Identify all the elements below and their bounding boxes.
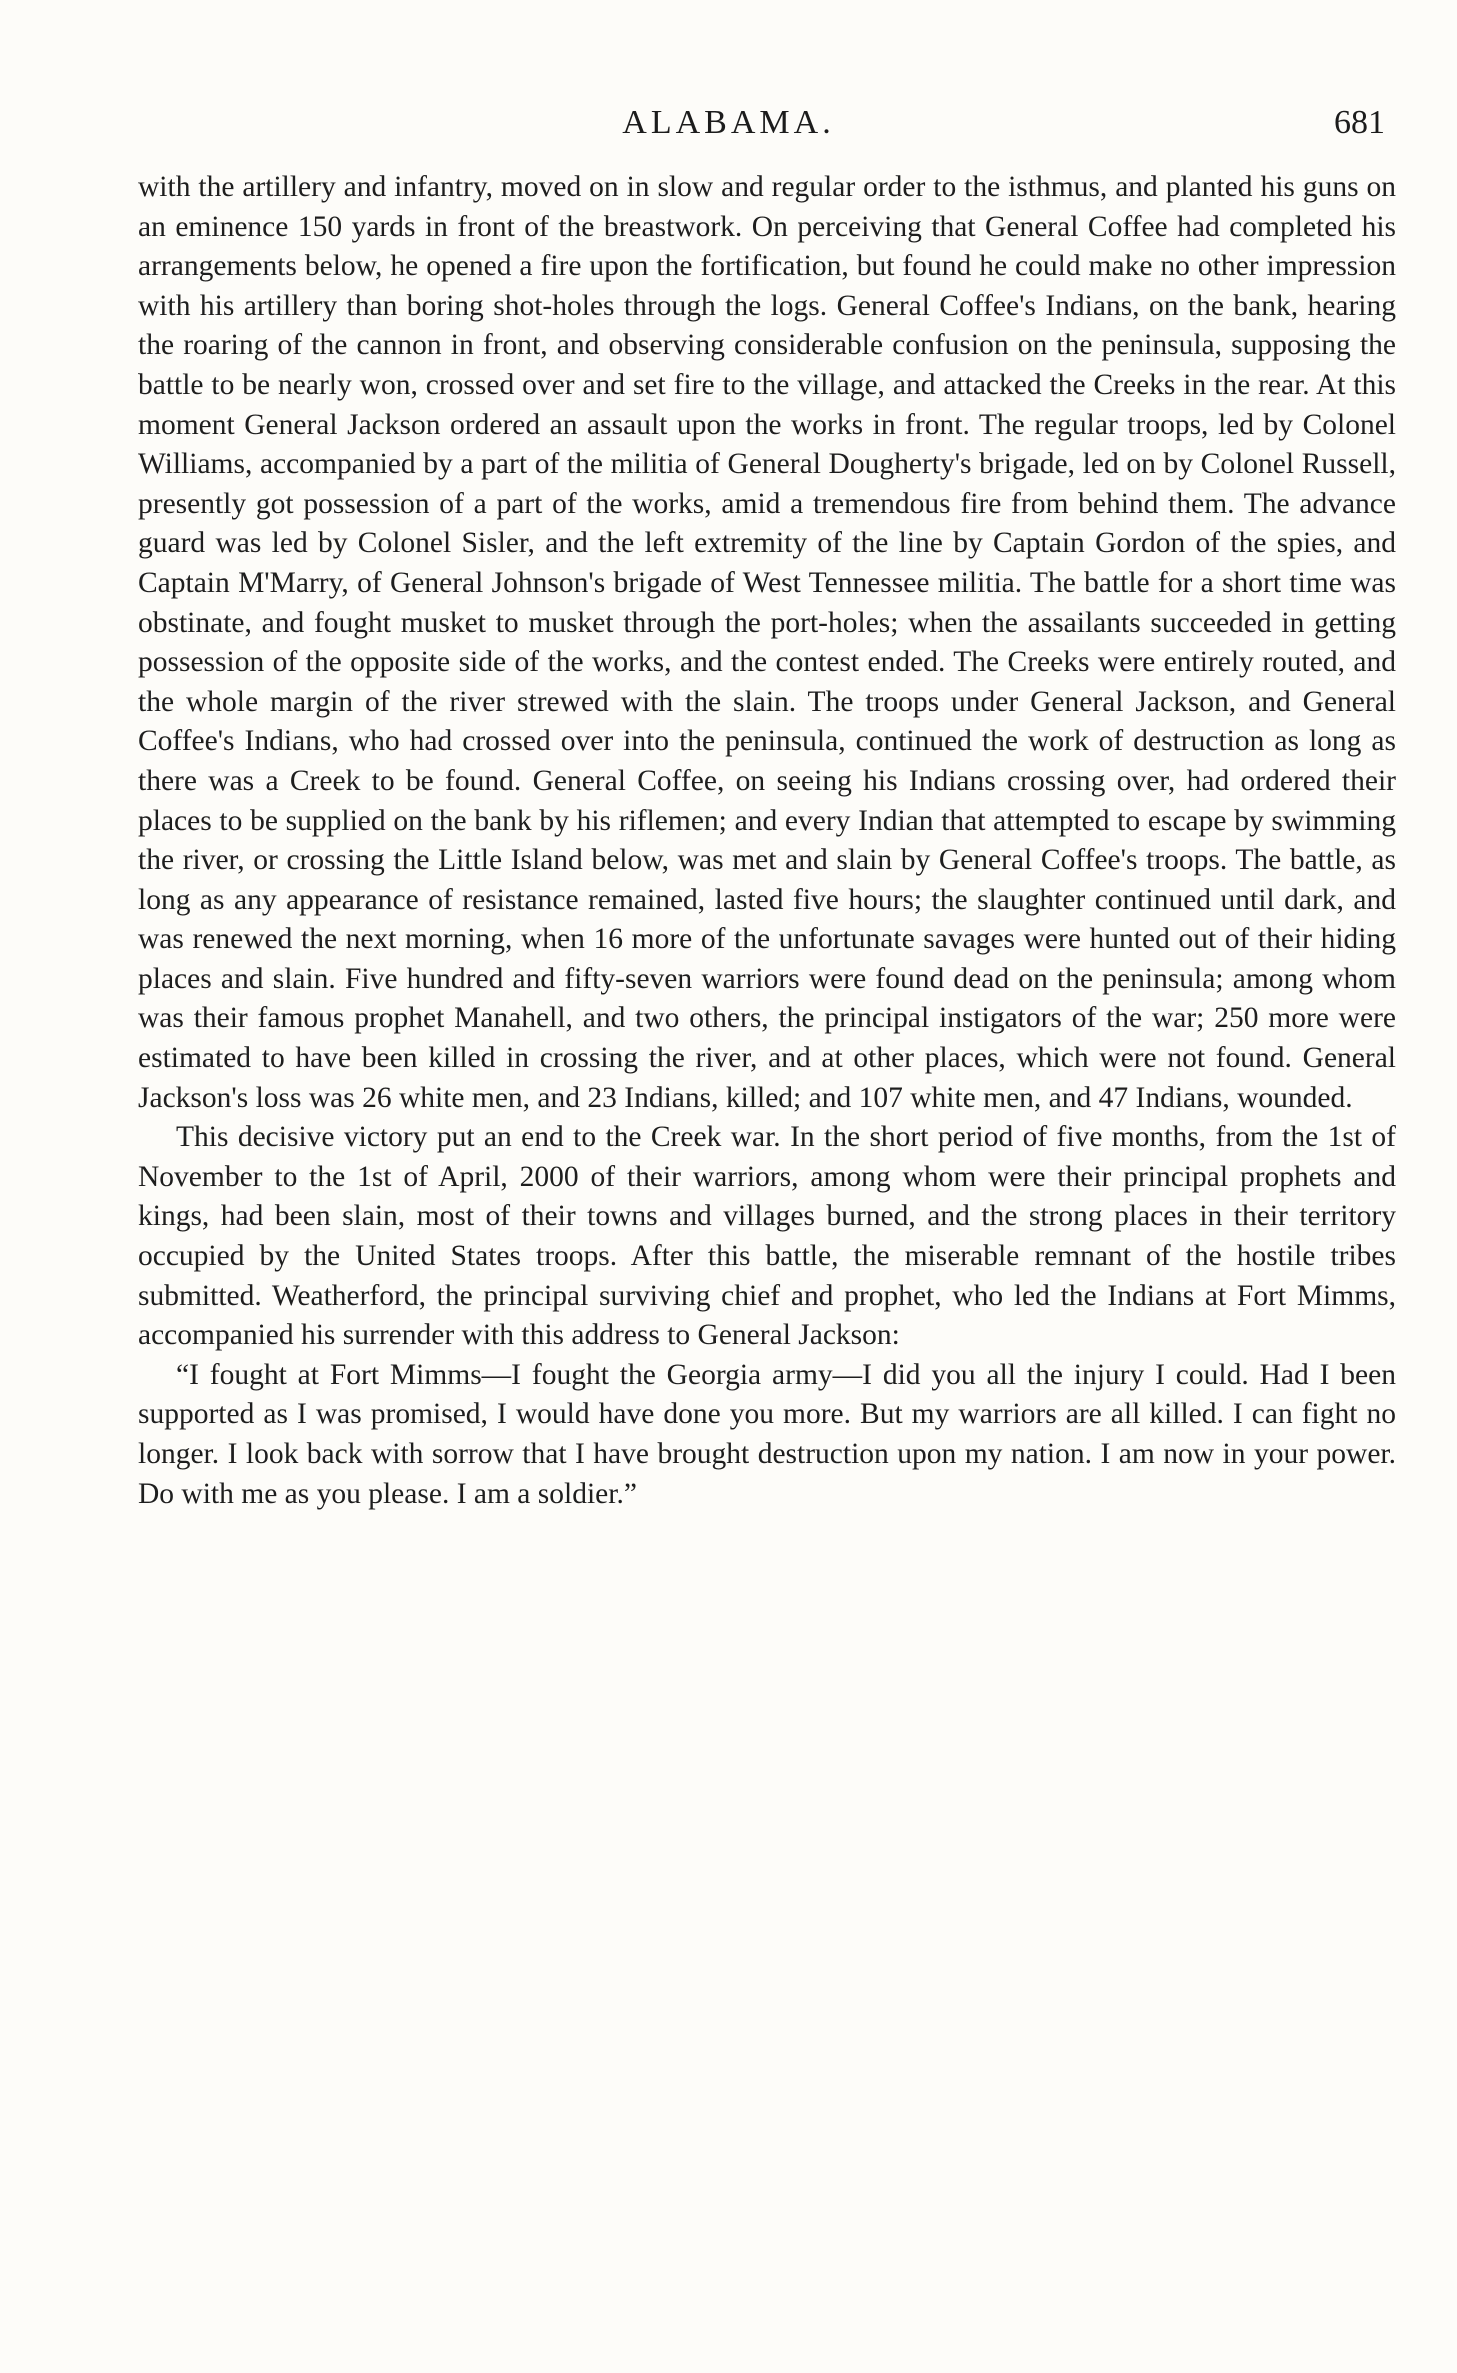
- body-text: [138, 168, 1396, 1514]
- paragraph-victory: This decisive victory put an end to the Creek war. In the short period of five months, from the 1st of November to the 1st of April, 2000 of their warriors, among whom were their principal prophets and kings, had been slain, most of their towns and villages burned, and the strong places in their territory occupied by the United States troops. After this battle, the miserable remnant of the hostile tribes submitted. Weatherford, the principal surviving chief and prophet, who led the Indians at Fort Mimms, accompanied his surrender with this address to General Jackson:: [138, 1121, 1396, 1352]
- paragraph-address: “I fought at Fort Mimms—I fought the Georgia army—I did you all the injury I could. Had I been supported as I was promised, I would have done you more. But my warriors are all killed. I can fight no longer. I look back with sorrow that I have brought destruction upon my nation. I am now in your power. Do with me as you please. I am a soldier.”: [138, 1358, 1396, 1510]
- running-title: ALABAMA.: [622, 104, 835, 141]
- page-number: 681: [1334, 104, 1385, 141]
- paragraph-battle: with the artillery and infantry, moved on in slow and regular order to the isthmus, and planted his guns on an eminence 150 yards in front of the breastwork. On perceiving that General Coffee had completed his arrangements below, he opened a fire upon the fortification, but found he could make no other impression with his artillery than boring shot-holes through the logs. General Coffee's Indians, on the bank, hearing the roaring of the cannon in front, and observing considerable confusion on the peninsula, supposing the battle to be nearly won, crossed over and set fire to the village, and attacked the Creeks in the rear. At this moment General Jackson ordered an assault upon the works in front. The regular troops, led by Colonel Williams, accompanied by a part of the militia of General Dougherty's brigade, led on by Colonel Russell, presently got possession of a part of the works, amid a tremendous fire from behind them. The advance guard was led by Colonel Sisler, and the left extremity of the line by Captain Gordon of the spies, and Captain M'Marry, of General Johnson's brigade of West Tennessee militia. The battle for a short time was obstinate, and fought musket to musket through the port-holes; when the assailants succeeded in getting possession of the opposite side of the works, and the contest ended. The Creeks were entirely routed, and the whole margin of the river strewed with the slain. The troops under General Jackson, and General Coffee's Indians, who had crossed over into the peninsula, continued the work of destruction as long as there was a Creek to be found. General Coffee, on seeing his Indians crossing over, had ordered their places to be supplied on the bank by his riflemen; and every Indian that attempted to escape by swimming the river, or crossing the Little Island below, was met and slain by General Coffee's troops. The battle, as long as any appearance of resistance remained, lasted five hours; the slaughter continued until dark, and was renewed the next morning, when 16 more of the unfortunate savages were hunted out of their hiding places and slain. Five hundred and fifty-seven warriors were found dead on the peninsula; among whom was their famous prophet Manahell, and two others, the principal instigators of the war; 250 more were estimated to have been killed in crossing the river, and at other places, which were not found. General Jackson's loss was 26 white men, and 23 Indians, killed; and 107 white men, and 47 Indians, wounded.: [138, 171, 1396, 1114]
- running-head: [0, 104, 1457, 160]
